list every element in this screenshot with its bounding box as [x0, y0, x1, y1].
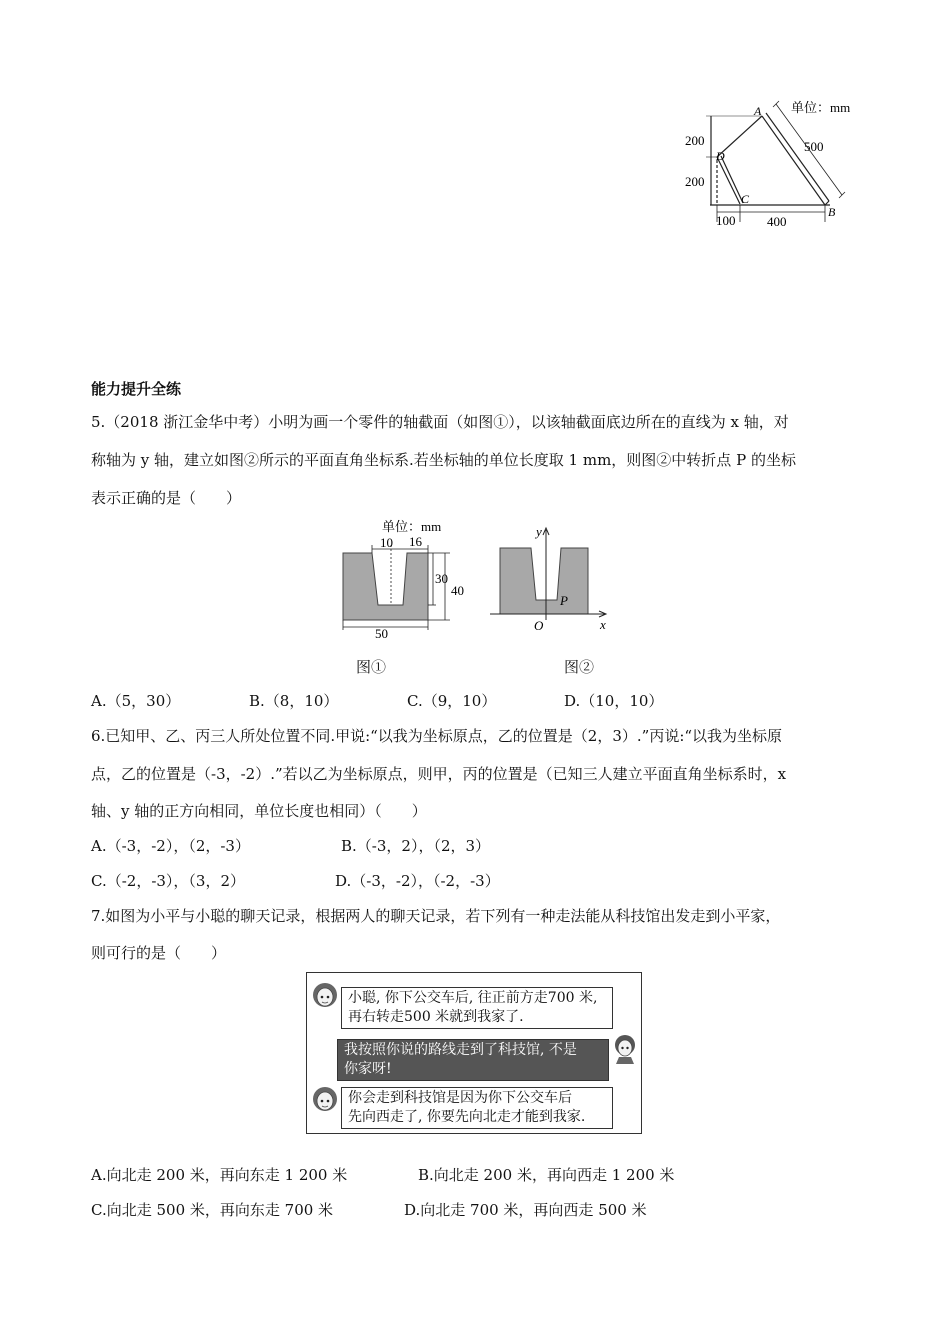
xiaocong-avatar-icon — [610, 1033, 640, 1065]
chat-bubble-3 — [341, 1087, 613, 1129]
fig-top-dim-200a: 200 — [685, 133, 705, 148]
q5-option-a[interactable]: A.（5，30） — [91, 692, 181, 710]
q5-fig1-d40: 40 — [451, 583, 464, 598]
fig-top-dim-200b: 200 — [685, 174, 705, 189]
chat-3-line-2: 先向西走了, 你要先向北走才能到我家. — [348, 1109, 586, 1125]
q5-fig2-y: y — [536, 524, 542, 539]
q5-fig2-o: O — [534, 618, 544, 633]
fig-top-label-a: A — [754, 104, 762, 118]
chat-3-line-1: 你会走到科技馆是因为你下公交车后 — [348, 1090, 572, 1106]
fig-top-label-b: B — [828, 205, 836, 219]
xiaoping-avatar-icon-2 — [310, 1085, 340, 1117]
chat-2-line-1: 我按照你说的路线走到了科技馆, 不是 — [344, 1042, 577, 1058]
q6-line-2: 点，乙的位置是（-3，-2）.”若以乙为坐标原点，则甲，丙的位置是（已知三人建立平面直角坐标系时，x — [91, 765, 787, 783]
q5-option-d[interactable]: D.（10，10） — [564, 692, 664, 710]
q5-fig2-caption: 图② — [564, 658, 595, 676]
q6-line-3: 轴、y 轴的正方向相同，单位长度也相同）（ ） — [91, 802, 427, 820]
q6-option-d[interactable]: D.（-3，-2），（-2，-3） — [335, 872, 500, 890]
q6-option-c[interactable]: C.（-2，-3），（3，2） — [91, 872, 246, 890]
fig-top-dim-400: 400 — [767, 214, 787, 229]
fig-top-dim-500: 500 — [804, 139, 824, 154]
section-title: 能力提升全练 — [91, 380, 182, 398]
chat-bubble-2 — [337, 1039, 609, 1081]
q7-option-b[interactable]: B.向北走 200 米，再向西走 1 200 米 — [418, 1166, 675, 1184]
fig-top-unit: 单位：mm — [791, 100, 851, 115]
q5-fig1-caption: 图① — [356, 658, 387, 676]
fig-top-label-c: C — [741, 192, 750, 206]
chat-bubble-1 — [341, 987, 613, 1029]
q5-line-3: 表示正确的是（ ） — [91, 489, 242, 507]
q5-fig1-d30: 30 — [435, 571, 448, 586]
q6-option-b[interactable]: B.（-3，2），（2，3） — [341, 837, 491, 855]
figure-top-diagram — [680, 95, 870, 235]
q5-line-2: 称轴为 y 轴，建立如图②所示的平面直角坐标系.若坐标轴的单位长度取 1 mm，则图②中转折点 P 的坐标 — [91, 451, 796, 469]
fig-top-dim-100: 100 — [716, 213, 736, 228]
q5-option-c[interactable]: C.（9，10） — [407, 692, 497, 710]
chat-record — [306, 972, 642, 1134]
chat-1-line-2: 再右转走500 米就到我家了. — [348, 1009, 524, 1025]
q5-fig1-unit: 单位：mm — [382, 519, 442, 534]
chat-2-line-2: 你家呀! — [344, 1061, 392, 1077]
fig-top-label-d: D — [716, 149, 725, 163]
chat-1-line-1: 小聪, 你下公交车后, 往正前方走700 米, — [348, 990, 598, 1006]
q5-fig2-p: P — [560, 593, 568, 608]
q5-line-1: 5.（2018 浙江金华中考）小明为画一个零件的轴截面（如图①），以该轴截面底边所在的直线为 x 轴，对 — [91, 413, 789, 431]
q6-line-1: 6.已知甲、乙、丙三人所处位置不同.甲说:“以我为坐标原点，乙的位置是（2，3）.”丙说:“以我为坐标原 — [91, 727, 783, 745]
q5-fig2-x: x — [600, 617, 606, 632]
q5-option-b[interactable]: B.（8，10） — [249, 692, 339, 710]
xiaoping-avatar-icon — [310, 981, 340, 1013]
q7-option-a[interactable]: A.向北走 200 米，再向东走 1 200 米 — [91, 1166, 348, 1184]
q5-fig1-d16: 16 — [409, 534, 422, 549]
q5-fig1-d10: 10 — [380, 535, 393, 550]
q5-figure-1 — [335, 515, 475, 645]
q7-option-d[interactable]: D.向北走 700 米，再向西走 500 米 — [404, 1201, 647, 1219]
q5-figure-2 — [488, 518, 618, 640]
q7-option-c[interactable]: C.向北走 500 米，再向东走 700 米 — [91, 1201, 334, 1219]
q7-line-2: 则可行的是（ ） — [91, 944, 227, 962]
q6-option-a[interactable]: A.（-3，-2），（2，-3） — [91, 837, 250, 855]
q7-line-1: 7.如图为小平与小聪的聊天记录，根据两人的聊天记录，若下列有一种走法能从科技馆出发走到小平家， — [91, 907, 781, 925]
q5-fig1-d50: 50 — [375, 626, 388, 641]
